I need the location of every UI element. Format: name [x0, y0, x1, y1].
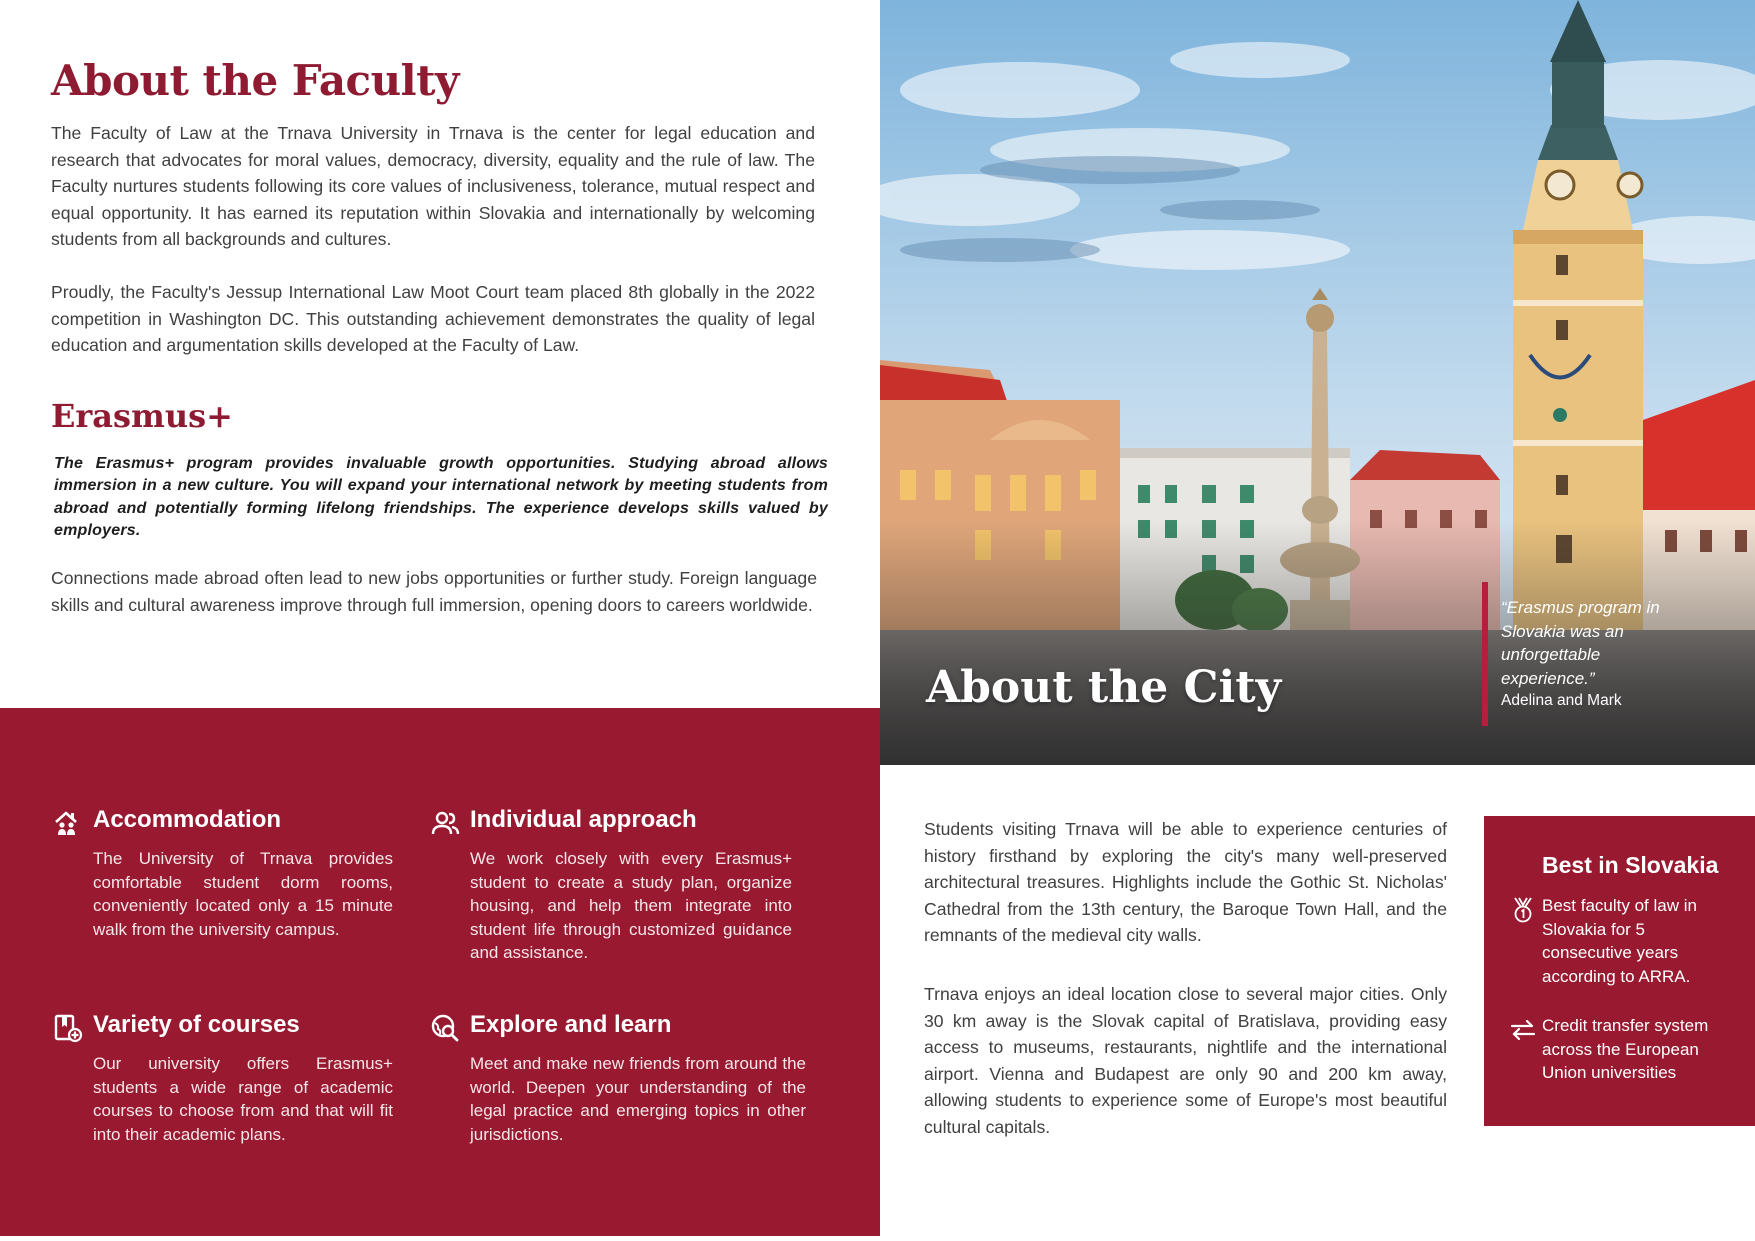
medal-icon	[1510, 896, 1536, 924]
feature-text: Meet and make new friends from around the world. Deepen your understanding of the legal practice and emerging topics in other jurisdictions.	[470, 1054, 806, 1144]
faculty-paragraph-2: Proudly, the Faculty's Jessup International Law Moot Court team placed 8th globally in the 2022 competition in Washington DC. This outstanding achievement demonstrates the quality of legal education and argumentation skills developed at the Faculty of Law.	[51, 282, 815, 355]
erasmus-intro: The Erasmus+ program provides invaluable growth opportunities. Studying abroad allows immersion in a new culture. You will expand your international network by meeting students from abroad and potentially forming lifelong friendships. The experience develops skills valued by employers.	[54, 455, 828, 539]
faculty-title: About the Faculty	[51, 56, 459, 105]
feature-title: Accommodation	[93, 806, 282, 833]
house-people-icon	[53, 808, 83, 838]
people-icon	[430, 808, 460, 838]
feature-text: Our university offers Erasmus+ students a wide range of academic courses to choose from and that will fit into their academic plans.	[93, 1054, 393, 1144]
best-title: Best in Slovakia	[1542, 852, 1719, 878]
feature-text: The University of Trnava provides comfortable student dorm rooms, conveniently located only a 15 minute walk from the university campus.	[93, 849, 393, 939]
feature-text: We work closely with every Erasmus+ student to create a study plan, organize housing, and help them integrate into student life through customized guidance and assistance.	[470, 849, 792, 963]
testimonial-accent-bar	[1482, 582, 1488, 726]
faculty-paragraph-1: The Faculty of Law at the Trnava University in Trnava is the center for legal education and research that advocates for moral values, democracy, diversity, equality and the rule of law. The Faculty nurtures students following its core values of inclusiveness, tolerance, mutual respect and equal opportunity. It has earned its reputation within Slovakia and internationally by welcoming students from all backgrounds and cultures.	[51, 123, 815, 249]
best-item-text: Best faculty of law in Slovakia for 5 consecutive years according to ARRA.	[1542, 896, 1697, 986]
best-in-slovakia-box	[1484, 816, 1755, 1126]
erasmus-title: Erasmus+	[51, 397, 233, 435]
city-title: About the City	[926, 662, 1282, 713]
city-paragraph-1: Students visiting Trnava will be able to experience centuries of history firsthand by exploring the city's many well-preserved architectural treasures. Highlights include the Gothic St. Nicholas' Cathedral from the 13th century, the Baroque Town Hall, and the remnants of the medieval city walls.	[924, 819, 1447, 945]
feature-title: Explore and learn	[470, 1011, 672, 1038]
book-plus-icon	[53, 1013, 83, 1043]
transfer-arrows-icon	[1510, 1016, 1536, 1044]
best-item-text: Credit transfer system across the European Union universities	[1542, 1016, 1709, 1083]
feature-title: Variety of courses	[93, 1011, 300, 1038]
feature-title: Individual approach	[470, 806, 697, 833]
testimonial-author: Adelina and Mark	[1501, 692, 1622, 709]
erasmus-paragraph: Connections made abroad often lead to new jobs opportunities or further study. Foreign language skills and cultural awareness improve through full immersion, opening doors to careers worldwide.	[51, 568, 817, 615]
testimonial-quote: “Erasmus program in Slovakia was an unforgettable experience.”	[1501, 598, 1660, 688]
globe-search-icon	[430, 1013, 460, 1043]
city-paragraph-2: Trnava enjoys an ideal location close to several major cities. Only 30 km away is the Slovak capital of Bratislava, providing easy access to museums, restaurants, nightlife and the international airport. Vienna and Budapest are only 90 and 200 km away, allowing students to experience some of Europe's most beautiful cultural capitals.	[924, 984, 1447, 1137]
features-panel	[0, 708, 880, 1236]
